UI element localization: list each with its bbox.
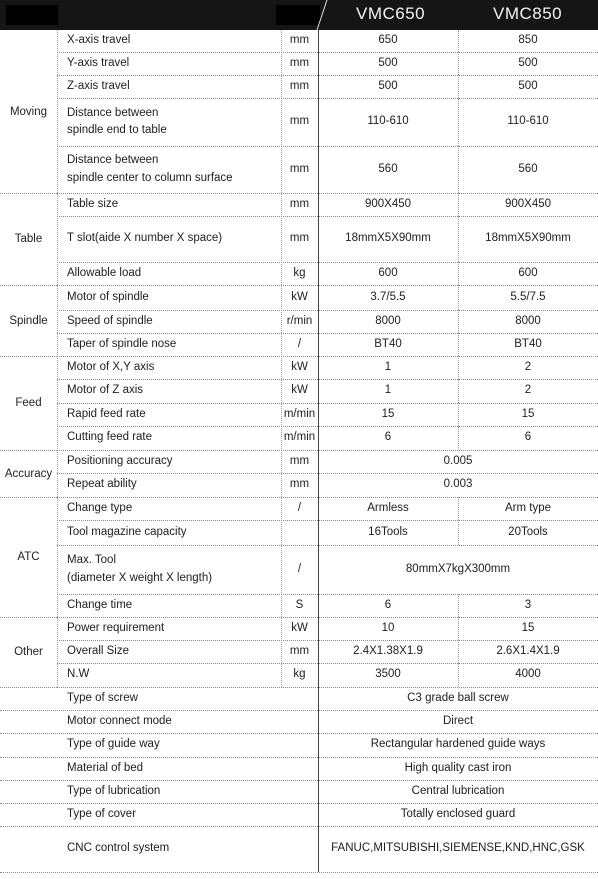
- column-divider: [458, 426, 459, 450]
- column-divider: [281, 30, 282, 687]
- row-unit: mm: [289, 478, 310, 491]
- row-value-model-a: 2.4X1.38X1.9: [353, 644, 423, 657]
- row-unit: m/min: [283, 431, 316, 444]
- row-value-model-b: 3: [524, 598, 532, 611]
- row-item-label: Power requirement: [67, 621, 165, 634]
- row-value-model-a: 600: [378, 266, 398, 279]
- header-divider-slash: [305, 0, 335, 30]
- row-value-model-a: BT40: [374, 337, 402, 350]
- row-item-label: Positioning accuracy: [67, 454, 173, 467]
- row-value-model-b: 560: [518, 162, 538, 175]
- row-unit: kW: [291, 621, 308, 634]
- row-item-label: N.W: [67, 668, 90, 681]
- row-unit: mm: [289, 454, 310, 467]
- row-item-label: Max. Tool (diameter X weight X length): [67, 554, 213, 584]
- row-value-model-b: 600: [518, 266, 538, 279]
- row-value-model-a: 560: [378, 162, 398, 175]
- row-value-model-a: 650: [378, 34, 398, 47]
- column-divider: [57, 30, 58, 687]
- row-item-label: Motor of Z axis: [67, 384, 144, 397]
- model-b-heading: VMC850: [493, 4, 563, 23]
- column-divider: [458, 52, 459, 75]
- common-row-value: Central lubrication: [411, 784, 505, 797]
- row-item-label: Motor of spindle: [67, 290, 149, 303]
- row-value-model-a: 6: [384, 431, 392, 444]
- row-unit: kg: [293, 266, 306, 279]
- row-separator: [0, 872, 598, 873]
- common-row-item-label: Type of screw: [67, 691, 138, 704]
- row-value-model-a: 110-610: [367, 115, 409, 128]
- row-value-model-a: 3.7/5.5: [370, 290, 406, 303]
- row-unit: m/min: [283, 407, 316, 420]
- common-row-item-label: Type of cover: [67, 807, 137, 820]
- model-a-heading: VMC650: [356, 4, 426, 23]
- row-item-label: Change time: [67, 598, 133, 611]
- row-value-shared: 80mmX7kgX300mm: [405, 562, 511, 575]
- row-value-model-a: 18mmX5X90mm: [345, 232, 431, 245]
- row-unit: kW: [291, 290, 308, 303]
- row-unit: mm: [289, 56, 310, 69]
- column-divider: [458, 356, 459, 379]
- common-row-item-label: Material of bed: [67, 761, 144, 774]
- column-divider: [458, 403, 459, 426]
- row-item-label: Distance between spindle center to column surface: [67, 154, 233, 184]
- row-value-model-a: 15: [381, 407, 395, 420]
- row-unit: /: [297, 501, 302, 514]
- row-value-shared: 0.005: [443, 454, 473, 467]
- column-divider: [458, 146, 459, 193]
- row-unit: mm: [289, 115, 310, 128]
- row-unit: mm: [289, 644, 310, 657]
- row-item-label: Taper of spindle nose: [67, 337, 177, 350]
- row-value-model-b: 20Tools: [508, 525, 548, 538]
- row-unit: kg: [293, 668, 306, 681]
- column-divider: [318, 30, 319, 872]
- group-label: Spindle: [9, 314, 48, 327]
- group-label: Table: [14, 233, 43, 245]
- row-value-model-b: 500: [518, 56, 538, 69]
- column-divider: [458, 663, 459, 687]
- row-item-label: X-axis travel: [67, 34, 131, 47]
- group-separator: [0, 687, 57, 688]
- common-row-item-label: Type of lubrication: [67, 784, 161, 797]
- row-value-model-b: 5.5/7.5: [510, 290, 546, 303]
- row-unit: mm: [289, 197, 310, 210]
- column-divider: [458, 75, 459, 98]
- row-value-model-b: 110-610: [507, 115, 549, 128]
- header-blank-block: [6, 5, 58, 25]
- row-item-label: Y-axis travel: [67, 56, 130, 69]
- row-value-model-b: 2: [524, 360, 532, 373]
- row-value-model-b: 18mmX5X90mm: [485, 232, 571, 245]
- group-label: Other: [14, 646, 43, 658]
- row-value-model-b: 2.6X1.4X1.9: [496, 644, 560, 657]
- row-item-label: Table size: [67, 197, 119, 210]
- row-unit: /: [297, 337, 302, 350]
- column-divider: [458, 216, 459, 262]
- row-value-model-a: 500: [378, 56, 398, 69]
- row-unit: /: [297, 562, 302, 575]
- row-value-model-b: 900X450: [504, 197, 552, 210]
- row-item-label: Distance between spindle end to table: [67, 106, 167, 136]
- row-unit: mm: [289, 232, 310, 245]
- row-value-model-a: Armless: [367, 501, 409, 514]
- row-value-model-a: 1: [384, 360, 392, 373]
- row-value-model-a: 8000: [375, 314, 401, 327]
- common-row-value: Rectangular hardened guide ways: [370, 738, 546, 751]
- row-value-model-b: 15: [521, 407, 535, 420]
- row-value-model-b: 500: [518, 79, 538, 92]
- row-value-model-b: 8000: [515, 314, 541, 327]
- row-value-model-b: 6: [524, 431, 532, 444]
- row-item-label: Allowable load: [67, 266, 142, 279]
- row-item-label: Cutting feed rate: [67, 431, 153, 444]
- row-item-label: Motor of X,Y axis: [67, 360, 155, 373]
- row-unit: mm: [289, 79, 310, 92]
- row-value-model-a: 500: [378, 79, 398, 92]
- common-row-value: Direct: [442, 714, 474, 727]
- column-divider: [458, 617, 459, 640]
- column-divider: [458, 98, 459, 146]
- row-value-model-a: 3500: [375, 668, 401, 681]
- row-unit: kW: [291, 384, 308, 397]
- group-label: Feed: [15, 397, 42, 409]
- row-unit: [281, 520, 318, 545]
- row-value-model-a: 900X450: [364, 197, 412, 210]
- group-label: ATC: [17, 551, 40, 563]
- common-row-value: C3 grade ball screw: [407, 691, 509, 704]
- row-item-label: Rapid feed rate: [67, 407, 146, 420]
- column-divider: [458, 520, 459, 545]
- row-item-label: Z-axis travel: [67, 79, 130, 92]
- row-unit: mm: [289, 162, 310, 175]
- table-header: [0, 0, 598, 30]
- common-row-value: Totally enclosed guard: [400, 807, 516, 820]
- common-row-item-label: Type of guide way: [67, 738, 160, 751]
- column-divider: [458, 30, 459, 52]
- group-label: Accuracy: [4, 467, 53, 480]
- column-divider: [458, 193, 459, 216]
- row-unit: mm: [289, 34, 310, 47]
- column-divider: [458, 594, 459, 617]
- row-value-model-b: Arm type: [504, 501, 551, 514]
- row-value-model-b: 4000: [515, 668, 541, 681]
- row-value-model-a: 16Tools: [368, 525, 408, 538]
- row-value-model-a: 6: [384, 598, 392, 611]
- row-item-label: Change type: [67, 501, 133, 514]
- row-item-label: T slot(aide X number X space): [67, 232, 223, 245]
- row-value-model-b: BT40: [514, 337, 542, 350]
- row-item-label: Speed of spindle: [67, 314, 153, 327]
- column-divider: [458, 285, 459, 310]
- column-divider: [458, 333, 459, 356]
- row-unit: r/min: [286, 314, 313, 327]
- common-row-item-label: Motor connect mode: [67, 714, 172, 727]
- column-divider: [458, 640, 459, 663]
- row-value-model-b: 15: [521, 621, 535, 634]
- common-row-value: FANUC,MITSUBISHI,SIEMENSE,KND,HNC,GSK: [331, 842, 585, 855]
- column-divider: [458, 497, 459, 520]
- column-divider: [458, 310, 459, 333]
- row-item-label: Overall Size: [67, 644, 129, 657]
- row-value-model-a: 10: [381, 621, 395, 634]
- row-value-model-a: 1: [384, 384, 392, 397]
- row-unit: kW: [291, 360, 308, 373]
- row-value-model-b: 2: [524, 384, 532, 397]
- row-item-label: Tool magazine capacity: [67, 525, 187, 538]
- column-divider: [458, 379, 459, 403]
- row-unit: S: [295, 598, 304, 611]
- group-label: Moving: [9, 105, 48, 118]
- common-row-item-label: CNC control system: [67, 842, 170, 855]
- column-divider: [458, 262, 459, 285]
- row-item-label: Repeat ability: [67, 478, 137, 491]
- row-value-shared: 0.003: [443, 478, 473, 491]
- row-value-model-b: 850: [518, 34, 538, 47]
- common-row-value: High quality cast iron: [404, 761, 512, 774]
